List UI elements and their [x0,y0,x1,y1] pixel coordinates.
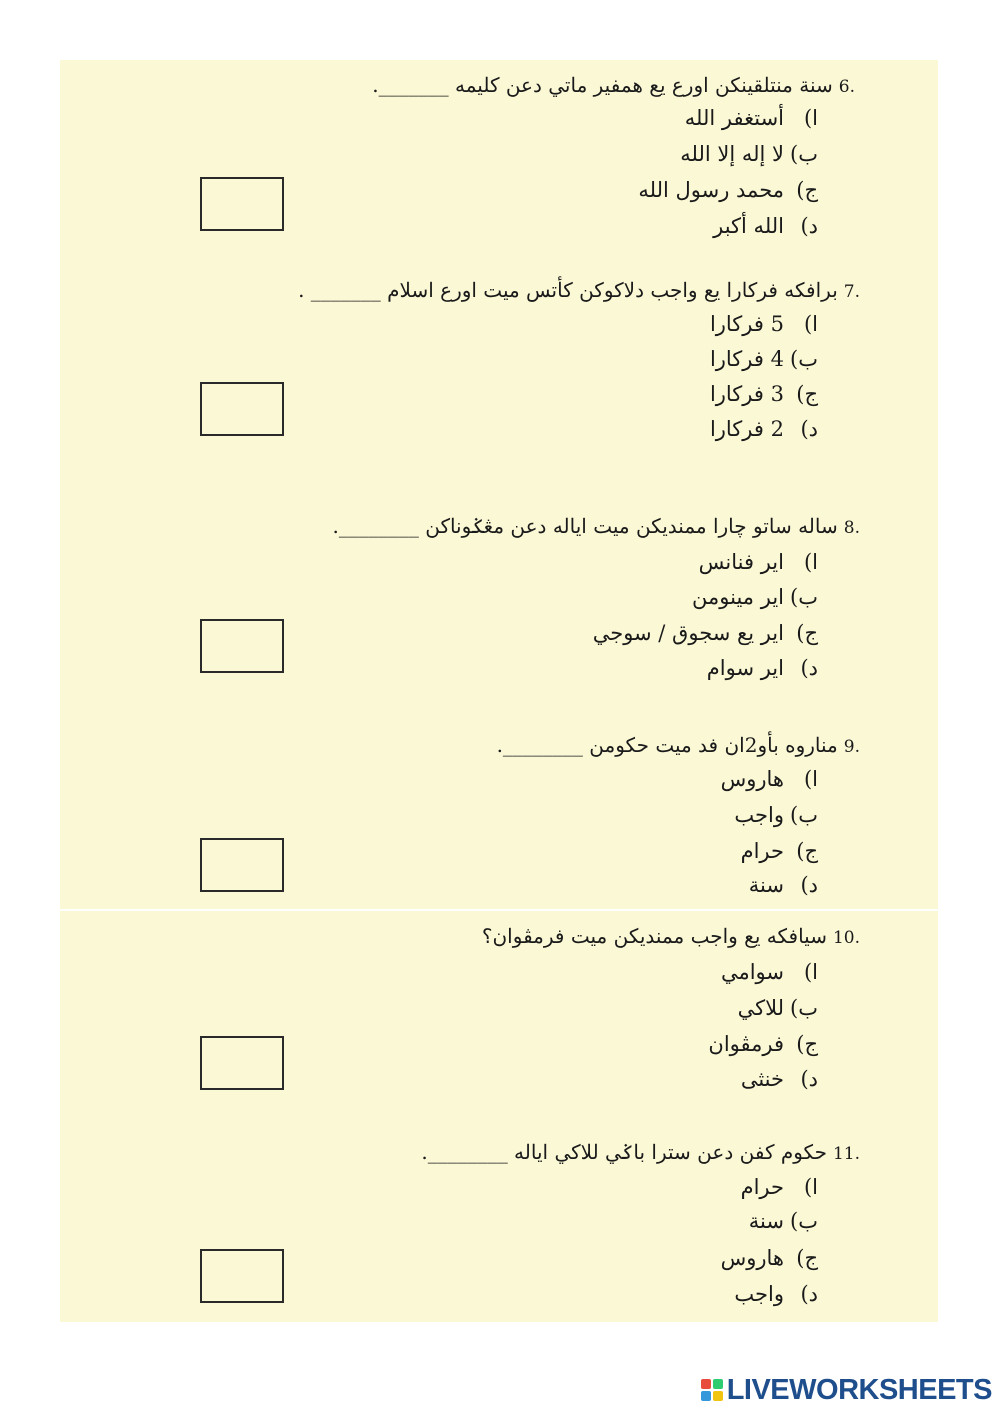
question-body: ساله ساتو چارا ممنديكن ميت اياله دعن مڠݢوناكن ________. [332,514,838,538]
worksheet-page [60,60,938,1322]
logo-square-blue [701,1391,711,1401]
option-c: ج)اير يع سجوق / سوجي [592,621,818,645]
question-number: .10 [832,928,860,948]
question-number: .6 [838,77,855,97]
question-body: مناروه بأو2ان فد ميت حكومن ________. [496,733,838,757]
question-text [482,922,860,952]
question-text [372,71,855,101]
option-b: ب)للاكي [737,996,818,1020]
option-a: ا)5 فركارا [709,312,818,336]
option-c: ج)محمد رسول الله [638,178,818,202]
question-body: سيافكه يع واجب ممنديكن ميت فرمڤوان؟ [481,924,827,948]
option-a: ا)سوامي [720,960,818,984]
question-text [497,731,860,761]
option-b: ب)لا إله إلا الله [680,142,818,166]
logo-square-green [713,1379,723,1389]
brand-name: LIVEWORKSHEETS [726,1374,992,1406]
answer-box-11[interactable] [200,1249,284,1303]
logo-square-red [701,1379,711,1389]
question-number: .8 [843,518,860,538]
answer-box-6[interactable] [200,177,284,231]
question-text [333,512,861,542]
question-number: .9 [843,737,860,757]
option-d: د)2 فركارا [709,417,818,441]
option-b: ب)اير مينومن [692,585,818,609]
question-body: سنة منتلقينكن اورع يع همفير ماتي دعن كليمه _______. [372,73,833,97]
question-body: برافكه فركارا يع واجب دلاكوكن كأتس ميت اورع اسلام _______ . [298,278,838,302]
option-b: ب)4 فركارا [709,347,818,371]
option-d: د)الله أكبر [713,214,818,238]
option-a: ا)أستغفر الله [684,106,818,130]
answer-box-8[interactable] [200,619,284,673]
liveworksheets-logo [701,1375,992,1405]
question-text [421,1138,860,1168]
question-number: .11 [832,1144,860,1164]
answer-box-9[interactable] [200,838,284,892]
option-b: ب)سنة [748,1209,818,1233]
option-d: د)خنثى [740,1067,818,1091]
logo-square-yellow [713,1391,723,1401]
question-text [298,276,860,306]
option-c: ج)فرمڤوان [708,1032,818,1056]
question-body: حكوم كفن دعن سترا باݢي للاكي اياله ________. [421,1140,827,1164]
option-d: د)واجب [734,1282,818,1306]
option-a: ا)اير فنانس [698,550,818,574]
option-c: ج)هاروس [720,1246,818,1270]
option-c: ج)حرام [740,839,818,863]
answer-box-10[interactable] [200,1036,284,1090]
option-d: د)اير سوام [706,656,818,680]
logo-icon [701,1379,723,1401]
option-c: ج)3 فركارا [709,382,818,406]
option-d: د)سنة [748,873,818,897]
answer-box-7[interactable] [200,382,284,436]
option-a: ا)هاروس [720,767,818,791]
option-a: ا)حرام [740,1175,818,1199]
page-divider [60,909,938,911]
question-number: .7 [843,282,860,302]
option-b: ب)واجب [734,803,818,827]
